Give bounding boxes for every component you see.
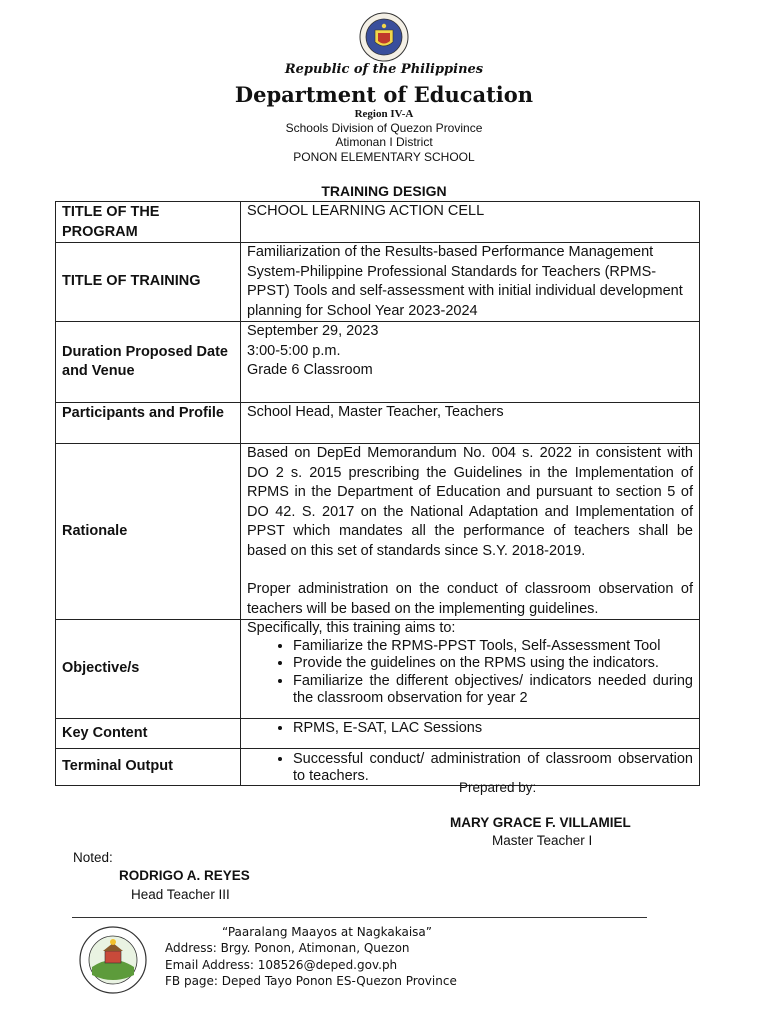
rationale-paragraph: Proper administration on the conduct of classroom observation of teachers will be based on the implementing guidelines. [247,581,693,617]
table-row-rationale [56,444,700,620]
list-item: • RPMS, E-SAT, LAC Sessions [293,719,693,739]
objectives-list [247,638,693,708]
rationale-paragraph: Based on DepEd Memorandum No. 004 s. 2022 in consistent with DO 2 s. 2015 prescribing the Guidelines in the Implementation of RPMS in the Department of Education and pursuant to section 5 of DO 42. S. 2017 on the National Adaptation and Implementation of PPST which mandates all the performance of teachers shall be based on this set of standards since S.Y. 2018-2019. [247,445,693,559]
key-content-list [247,719,693,739]
training-label: TITLE OF TRAINING [56,243,241,322]
rationale-value [241,444,700,620]
list-item: • Familiarize the RPMS-PPST Tools, Self-Assessment Tool [293,638,693,656]
prepared-by-label: Prepared by: [459,780,537,795]
program-label: TITLE OF THE PROGRAM [56,202,241,243]
footer-fb-page: FB page: Deped Tayo Ponon ES-Quezon Province [165,974,457,988]
footer-address: Address: Brgy. Ponon, Atimonan, Quezon [165,941,410,955]
district-line: Atimonan I District [335,135,433,149]
table-row-objectives [56,620,700,719]
program-value: SCHOOL LEARNING ACTION CELL [241,202,700,243]
school-line: PONON ELEMENTARY SCHOOL [293,150,475,164]
preparer-name: MARY GRACE F. VILLAMIEL [450,815,631,830]
objectives-value [241,620,700,719]
region-line: Region IV-A [354,108,414,120]
participants-value: School Head, Master Teacher, Teachers [241,403,700,444]
training-design-table [55,201,700,786]
duration-time: 3:00-5:00 p.m. [247,342,341,359]
department-heading: Department of Education [234,82,534,107]
terminal-output-label: Terminal Output [56,749,241,786]
objectives-label: Objective/s [56,620,241,719]
deped-seal-icon [359,12,409,62]
duration-date: September 29, 2023 [247,323,379,339]
preparer-position: Master Teacher I [492,833,593,848]
table-row-program [56,202,700,243]
division-line: Schools Division of Quezon Province [285,121,483,135]
footer-divider [72,917,647,918]
table-row-participants [56,403,700,444]
list-item: • Successful conduct/ administration of classroom observation to teachers. [293,751,693,785]
table-row-terminal-output [56,749,700,786]
duration-venue: Grade 6 Classroom [247,362,373,378]
training-value: Familiarization of the Results-based Performance Management System-Philippine Professional Standards for Teachers (RPMS-PPST) Tools and self-assessment with initial individual development planning for School Year 2023-2024 [241,243,700,322]
document-title: TRAINING DESIGN [321,183,447,199]
objectives-intro: Specifically, this training aims to: [247,620,456,636]
noted-label: Noted: [73,850,113,865]
key-content-value [241,719,700,749]
participants-label: Participants and Profile [56,403,241,444]
list-item: • Provide the guidelines on the RPMS using the indicators. [293,655,693,673]
noter-name: RODRIGO A. REYES [119,868,250,883]
duration-label: Duration Proposed Date and Venue [56,322,241,403]
list-item: • Familiarize the different objectives/ indicators needed during the classroom observation for year 2 [293,673,693,708]
rationale-label: Rationale [56,444,241,620]
school-logo-icon [78,925,148,995]
footer-email: Email Address: 108526@deped.gov.ph [165,958,398,972]
table-row-key-content [56,719,700,749]
duration-value [241,322,700,403]
key-content-label: Key Content [56,719,241,749]
table-row-duration [56,322,700,403]
noter-position: Head Teacher III [131,887,230,902]
republic-heading: Republic of the Philippines [284,62,484,77]
table-row-training [56,243,700,322]
footer-motto: “Paaralang Maayos at Nagkakaisa” [222,925,432,939]
